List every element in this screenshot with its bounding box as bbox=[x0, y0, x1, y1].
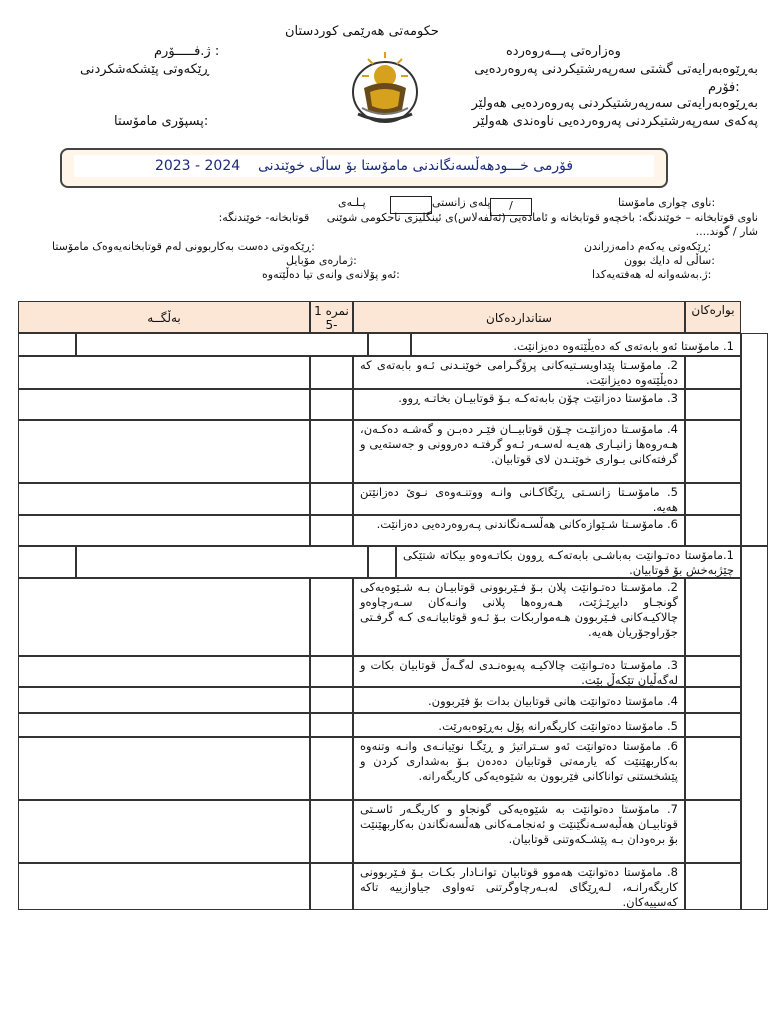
evidence-cell[interactable] bbox=[18, 333, 76, 356]
directorate-title: بەڕێوەبەرایەتی سەرپەرشتیکردنی پەروەردەیی هەولێر bbox=[471, 96, 758, 111]
domain-cell bbox=[685, 356, 741, 389]
teacher-name-label: ناوی چواری مامۆستا: bbox=[618, 196, 716, 209]
evidence-cell[interactable] bbox=[18, 420, 310, 483]
domain-cell bbox=[685, 389, 741, 420]
score-cell[interactable] bbox=[310, 420, 353, 483]
date-slash: / bbox=[509, 199, 513, 212]
directorate-general: بەڕێوەبەرایەتی گشتی سەرپەرشتیکردنی پەروەردەیی bbox=[474, 62, 758, 77]
degree-label: پلەی زانستی bbox=[432, 196, 491, 209]
score-cell[interactable] bbox=[310, 800, 353, 863]
school-location-label: قوتابخانە- خوێندنگە: شار / گوند.... bbox=[218, 211, 758, 238]
standard-text: 2. مامۆسـتا دەتـوانێت پلان بـۆ فـێربوونی قوتابیـان بـە شـێوەیەکی گونجـاو دابڕێـژێت، هـەروەها پلانی وانـەکان سـەرچاوەو چالاکیـەکانی فـێربوون هـەمواربکات بـۆ ئـەو قوتابیانـەی کـە گرفـتی جۆراوجۆریان هەیە. bbox=[353, 578, 685, 656]
standard-text: 8. مامۆستا دەتوانێت هەموو قوتابیان توانـادار بکـات بـۆ فـێربوونی کاریگەرانـە، لـەڕێگای لەبـەرچاوگرتنی تەواوی جیاوازییە تاکە کەسییەکان. bbox=[353, 863, 685, 910]
domain-cell bbox=[685, 515, 741, 546]
evidence-cell[interactable] bbox=[18, 713, 310, 737]
form-title-years: 2023 - 2024 bbox=[154, 158, 241, 174]
evidence-cell[interactable] bbox=[18, 863, 310, 910]
evidence-cell[interactable] bbox=[18, 687, 310, 713]
evidence-column-header: بەڵگــە bbox=[18, 301, 310, 333]
start-date-label: ڕێکەوتی دەست بەکاربوونی لەم قوتابخانەیەوەک مامۆستا: bbox=[52, 240, 315, 253]
classes-taught-label: ئەو پۆلانەی وانەی تیا دەڵێتەوە: bbox=[262, 268, 400, 281]
evidence-cell[interactable] bbox=[18, 483, 310, 515]
score-cell[interactable] bbox=[310, 687, 353, 713]
evidence-cell[interactable] bbox=[18, 737, 310, 800]
first-hire-label: ڕێکەوتی یەکەم دامەزراندن: bbox=[584, 240, 712, 253]
evidence-cell[interactable] bbox=[76, 333, 368, 356]
standard-text: 7. مامۆستا دەتوانێت بە شێوەیەکی گونجاو و کاریگـەر ئاسـتی قوتابیـان هەڵبەسـەنگێنێت و ئەنجامـەکانی هەڵسەنگاندن بەکاربهێنێت بۆ برەودان بـە پێشـکەوتنی قوتابیان. bbox=[353, 800, 685, 863]
score-column-header: نمرە 1 -5 bbox=[310, 301, 353, 333]
rank-label: پـلـەی bbox=[338, 196, 366, 209]
score-cell[interactable] bbox=[368, 333, 411, 356]
form-title bbox=[74, 155, 654, 177]
domain-column-header: بوارەکان bbox=[685, 301, 741, 333]
evidence-cell[interactable] bbox=[76, 546, 368, 578]
evidence-cell[interactable] bbox=[18, 656, 310, 687]
score-cell[interactable] bbox=[310, 713, 353, 737]
score-cell[interactable] bbox=[368, 546, 396, 578]
domain-cell bbox=[685, 737, 741, 800]
form-number-label: ژ.فـــــۆرم : bbox=[154, 44, 220, 59]
evidence-cell[interactable] bbox=[18, 546, 76, 578]
standard-text: 4. مامۆستا دەتوانێت هانی قوتابیان بدات بۆ فێربوون. bbox=[353, 687, 685, 713]
domain-cell bbox=[685, 713, 741, 737]
school-info bbox=[214, 211, 758, 239]
domain-cell bbox=[685, 420, 741, 483]
score-cell[interactable] bbox=[310, 483, 353, 515]
standard-text: 1. مامۆستا ئەو بابەتەی کە دەیڵێتەوە دەیزانێت. bbox=[411, 333, 741, 356]
weekly-lessons-label: ژ.بەشەوانە لە هەفتەیەکدا: bbox=[592, 268, 712, 281]
score-cell[interactable] bbox=[310, 389, 353, 420]
standard-text: 5. مامۆستا دەتوانێت کاریگەرانە پۆل بەڕێوەبەرێت. bbox=[353, 713, 685, 737]
form-title-frame bbox=[60, 148, 668, 188]
standard-text: 5. مامۆسـتا زانسـتی ڕێگاکـانی وانـە ووتنـەوەی نـوێ دەزانێتن هەیە. bbox=[353, 483, 685, 515]
evidence-cell[interactable] bbox=[18, 578, 310, 656]
kurdistan-emblem-logo bbox=[348, 48, 422, 128]
form-label: فۆرم: bbox=[708, 80, 740, 95]
domain-cell-2 bbox=[741, 546, 768, 910]
standard-text: 6. مامۆستا دەتوانێت ئەو سـتراتیژ و ڕێگـا نوێیانـەی وانـە وتنەوە بەکاربهێنێت کە یارمەتی قوتابیان دەدەن بـۆ بەشداری کردن و پێشخستنی تواناکانی فێربوون بە شێوەیەکی کاریگەرانە. bbox=[353, 737, 685, 800]
standard-text: 1.مامۆستا دەتـوانێت بەباشـی بابەتەکـە ڕوون بکاتـەوەو بیکاتە شتێکی چێژبەخش بۆ قوتابیان. bbox=[396, 546, 741, 578]
standard-text: 4. مامۆسـتا دەزانێـت چـۆن قوتابیــان فێـر دەبـن و گەشـە دەکـەن، هـەروەها زانیـاری هەیـە لەسـەر ئـەو گرفتـە دەروونی و جەستەیی و گرفتەکانی بـواری خوێنـدن لای قوتابیان. bbox=[353, 420, 685, 483]
mobile-label: ژمارەی مۆبایل: bbox=[286, 254, 357, 267]
score-cell[interactable] bbox=[310, 863, 353, 910]
score-cell[interactable] bbox=[310, 578, 353, 656]
standard-text: 2. مامۆسـتا پێداویسـتیەکانی پرۆگـرامی خوێنـدنی ئـەو بابەتەی کە دەیڵێتەوە دەیزانێت. bbox=[353, 356, 685, 389]
domain-cell bbox=[685, 687, 741, 713]
unit-title: پەکەی سەرپەرشتیکردنی پەروەردەیی ناوەندی هەولێر bbox=[473, 114, 758, 129]
score-cell[interactable] bbox=[310, 737, 353, 800]
standard-text: 6. مامۆسـتا شـێوازەکانی هەڵسـەنگاندنی پـەروەردەیی دەزانێت. bbox=[353, 515, 685, 546]
teacher-specialty-label: پسپۆری مامۆستا: bbox=[114, 114, 209, 129]
standard-text: 3. مامۆستا دەزانێت چۆن بابەتەکـە بـۆ قوتابیـان بخاتـە ڕوو. bbox=[353, 389, 685, 420]
form-title-text: فۆرمی خـــودهەڵسەنگاندنی مامۆستا بۆ ساڵی خوێندنی bbox=[257, 158, 574, 174]
evidence-cell[interactable] bbox=[18, 800, 310, 863]
score-cell[interactable] bbox=[310, 356, 353, 389]
evidence-cell[interactable] bbox=[18, 389, 310, 420]
domain-cell bbox=[685, 800, 741, 863]
domain-cell bbox=[685, 578, 741, 656]
domain-cell bbox=[685, 483, 741, 515]
birth-year-label: ساڵی لە دایك بوون: bbox=[624, 254, 715, 267]
score-cell[interactable] bbox=[310, 515, 353, 546]
government-title: حكومەتی هەرێمی کوردستان bbox=[285, 24, 439, 39]
domain-cell bbox=[685, 656, 741, 687]
standards-column-header: ستانداردەکان bbox=[353, 301, 685, 333]
submission-date-label: ڕێکەوتی پێشکەشکردنی bbox=[80, 62, 210, 77]
score-cell[interactable] bbox=[310, 656, 353, 687]
school-name-label: ناوی قوتابخانە – خوێندنگە: باخچەو قوتابخانە و ئامادەیی (ئەلفەلاس)ی ئینگلیزی ناحکومی شوێنی bbox=[326, 211, 758, 224]
evidence-cell[interactable] bbox=[18, 515, 310, 546]
ministry-title: وەزارەتی پـــەروەردە bbox=[506, 44, 621, 59]
evidence-cell[interactable] bbox=[18, 356, 310, 389]
domain-cell bbox=[685, 863, 741, 910]
standard-text: 3. مامۆسـتا دەتـوانێت چالاکیـە پەیوەنـدی لەگـەڵ قوتابیان بکات و لەگەڵیان تێکەڵ بێت. bbox=[353, 656, 685, 687]
domain-cell-1 bbox=[741, 333, 768, 546]
